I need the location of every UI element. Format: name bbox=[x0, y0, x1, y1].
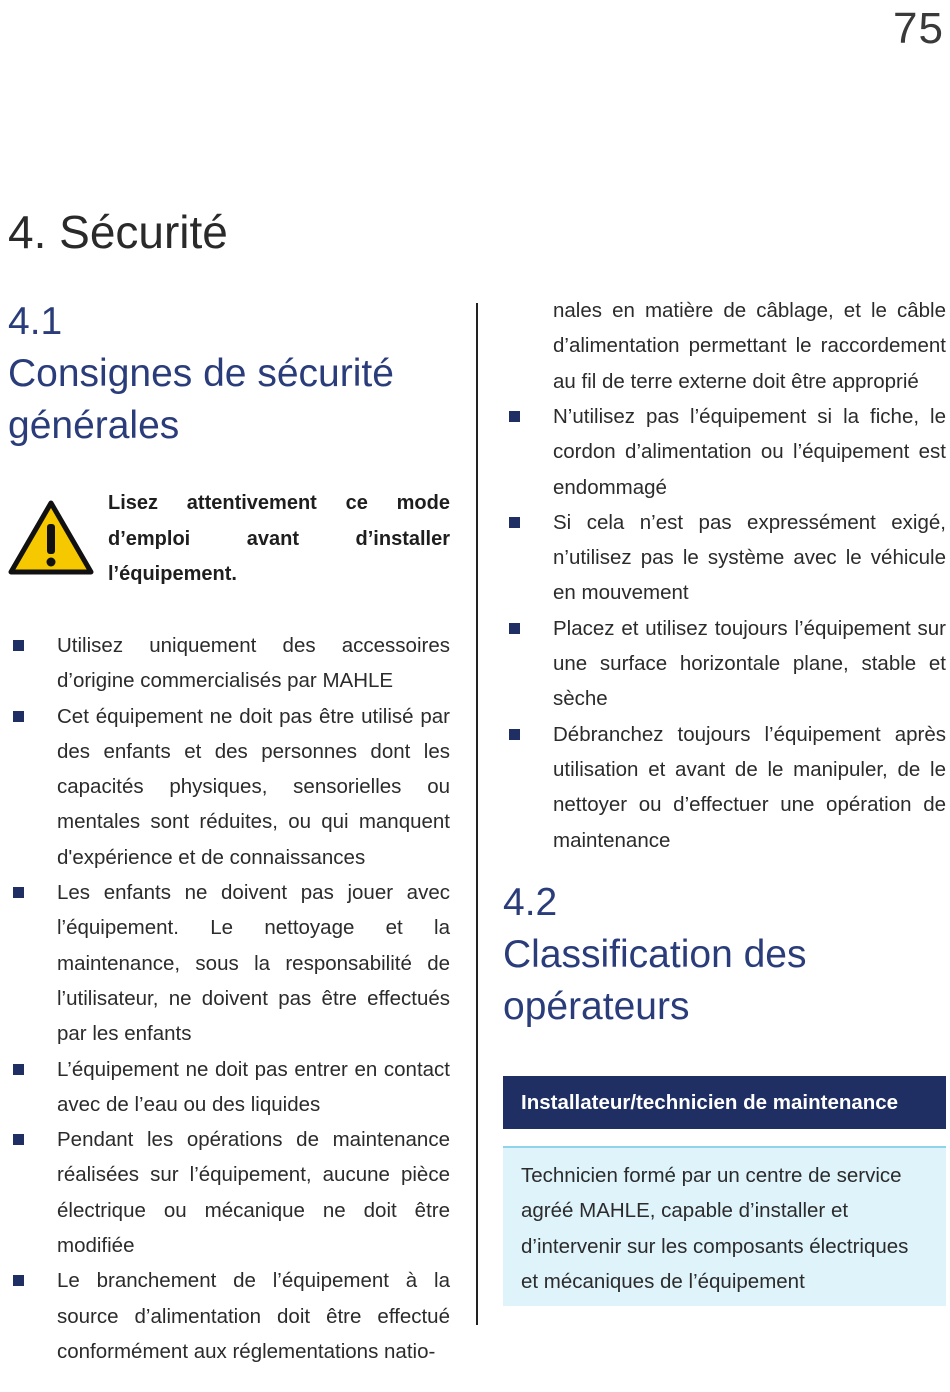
warning-triangle-icon bbox=[8, 500, 94, 576]
role-table-header: Installateur/technicien de maintenance bbox=[503, 1076, 946, 1129]
bullet-square-icon bbox=[509, 517, 520, 528]
list-item: L’équipement ne doit pas entrer en contact avec de l’eau ou des liquides bbox=[8, 1052, 450, 1123]
bullet-square-icon bbox=[13, 711, 24, 722]
safety-list-left bbox=[8, 628, 450, 1369]
safety-list-right bbox=[504, 399, 946, 858]
list-item: Les enfants ne doivent pas jouer avec l’équipement. Le nettoyage et la maintenance, sous la responsabilité de l’utilisateur, ne doivent pas être effectués par les enfants bbox=[8, 875, 450, 1051]
section-title-line: opérateurs bbox=[503, 985, 690, 1028]
warning-text: Lisez attentivement ce mode d’emploi avant d’installer l’équipement. bbox=[108, 492, 450, 585]
list-continuation-text: nales en matière de câblage, et le câble d’alimentation permettant le raccordement au fil de terre externe doit être approprié bbox=[553, 299, 946, 393]
section-number: 4.1 bbox=[8, 300, 63, 343]
list-item: Placez et utilisez toujours l’équipement sur une surface horizontale plane, stable et sèche bbox=[504, 611, 946, 717]
section-title-line: Classification des bbox=[503, 933, 807, 976]
bullet-square-icon bbox=[13, 887, 24, 898]
role-table-cell: Technicien formé par un centre de service agréé MAHLE, capable d’installer et d’intervenir sur les composants électriques et mécaniques de l’équipement bbox=[503, 1146, 946, 1306]
bullet-square-icon bbox=[509, 411, 520, 422]
bullet-square-icon bbox=[509, 729, 520, 740]
list-item: Si cela n’est pas expressément exigé, n’utilisez pas le système avec le véhicule en mouvement bbox=[504, 505, 946, 611]
list-item: Débranchez toujours l’équipement après utilisation et avant de le manipuler, de le nettoyer ou d’effectuer une opération de maintenance bbox=[504, 717, 946, 858]
chapter-title: 4. Sécurité bbox=[8, 206, 228, 258]
section-4-2-heading bbox=[503, 877, 806, 1033]
list-item: N’utilisez pas l’équipement si la fiche, le cordon d’alimentation ou l’équipement est endommagé bbox=[504, 399, 946, 505]
list-item: Utilisez uniquement des accessoires d’origine commercialisés par MAHLE bbox=[8, 628, 450, 699]
bullet-square-icon bbox=[13, 1134, 24, 1145]
page-number: 75 bbox=[893, 4, 944, 53]
section-number: 4.2 bbox=[503, 881, 558, 924]
bullet-square-icon bbox=[509, 623, 520, 634]
list-item: Cet équipement ne doit pas être utilisé par des enfants et des personnes dont les capacités physiques, sensorielles ou mentales sont réduites, ou qui manquent d'expérience et de connaissances bbox=[8, 699, 450, 875]
bullet-square-icon bbox=[13, 1064, 24, 1075]
section-title-line: Consignes de sécurité bbox=[8, 352, 394, 395]
column-divider bbox=[476, 303, 478, 1325]
section-4-1-heading bbox=[8, 296, 394, 452]
bullet-square-icon bbox=[13, 640, 24, 651]
list-item: Le branchement de l’équipement à la source d’alimentation doit être effectué conformément aux réglementations natio- bbox=[8, 1263, 450, 1369]
list-item: Pendant les opérations de maintenance réalisées sur l’équipement, aucune pièce électrique ou mécanique ne doit être modifiée bbox=[8, 1122, 450, 1263]
bullet-square-icon bbox=[13, 1275, 24, 1286]
section-title-line: générales bbox=[8, 404, 180, 447]
